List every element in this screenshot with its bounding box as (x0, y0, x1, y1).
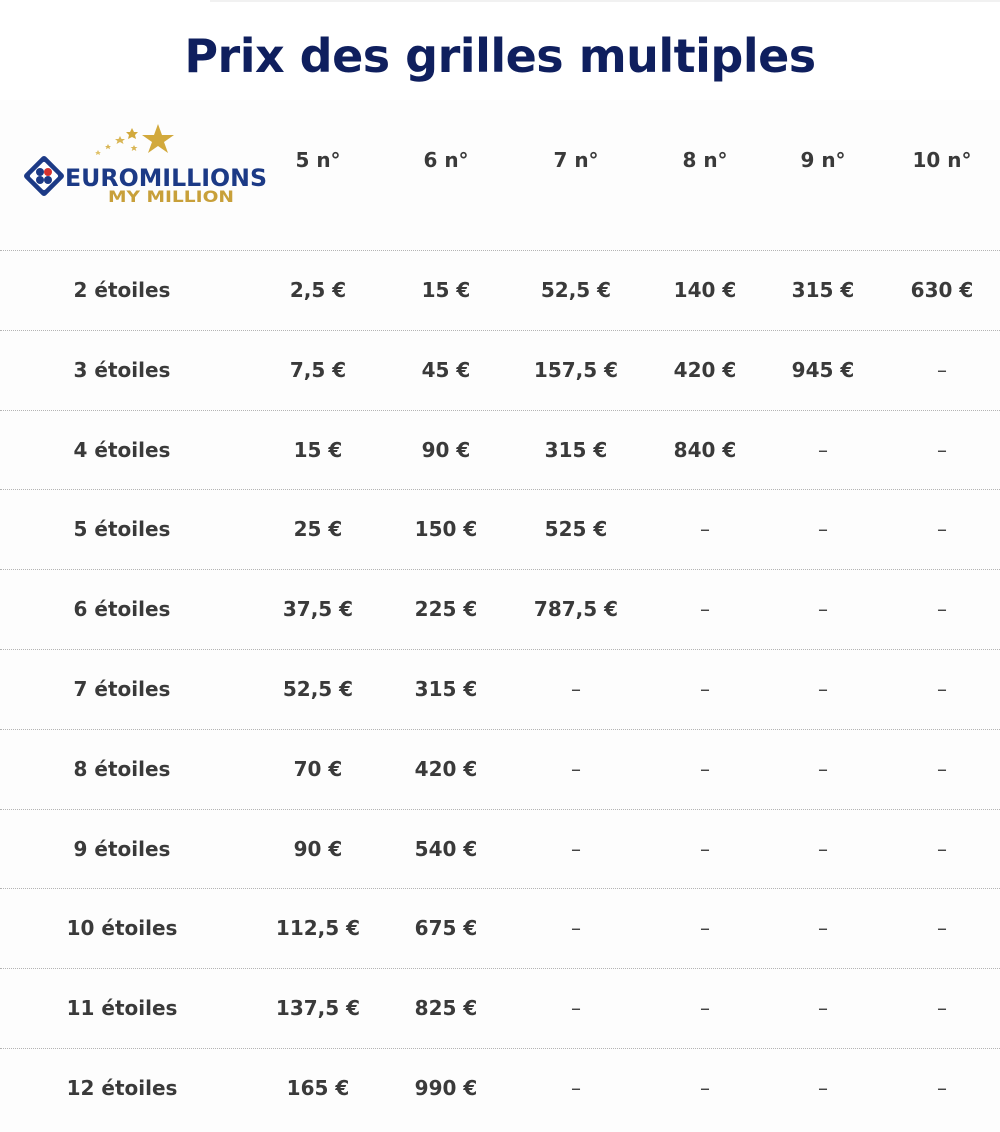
table-row (0, 569, 1000, 649)
price-cell: – (937, 836, 947, 861)
price-cell: 15 € (293, 437, 343, 462)
column-header-8: 8 n° (682, 148, 728, 172)
price-cell: – (700, 836, 710, 861)
price-cell: 630 € (910, 278, 974, 302)
table-row (0, 410, 1000, 490)
price-cell: 945 € (791, 357, 855, 382)
row-label: 8 étoiles (73, 756, 171, 781)
row-label: 4 étoiles (73, 437, 171, 462)
price-cell: 840 € (673, 437, 737, 462)
price-cell: 825 € (414, 996, 478, 1021)
price-cell: – (818, 996, 828, 1021)
price-cell: – (937, 756, 947, 781)
price-cell: – (571, 1076, 581, 1100)
price-cell: 150 € (414, 517, 478, 542)
price-cell: – (937, 996, 947, 1021)
price-cell: 70 € (293, 756, 343, 781)
row-label: 6 étoiles (73, 597, 171, 622)
price-cell: – (571, 836, 581, 861)
table-header-row (0, 110, 1000, 250)
euromillions-clover-logo-icon (23, 155, 65, 197)
price-cell: – (818, 677, 828, 701)
table-row (0, 330, 1000, 410)
price-cell: 157,5 € (533, 357, 619, 382)
price-cell: – (700, 597, 710, 622)
column-header-7: 7 n° (553, 148, 599, 172)
price-cell: 225 € (414, 597, 478, 622)
price-cell: – (937, 597, 947, 622)
row-label: 3 étoiles (73, 357, 171, 382)
logo-subbrand-text: MY MILLION (108, 187, 234, 206)
column-header-5: 5 n° (295, 148, 341, 172)
price-cell: – (700, 996, 710, 1021)
price-cell: – (818, 437, 828, 462)
top-strip (0, 0, 210, 20)
row-label: 12 étoiles (66, 1076, 178, 1100)
table-row (0, 1048, 1000, 1128)
column-header-6: 6 n° (423, 148, 469, 172)
column-header-10: 10 n° (912, 148, 972, 172)
price-cell: 420 € (414, 756, 478, 781)
price-cell: 140 € (673, 278, 737, 302)
row-label: 10 étoiles (66, 916, 178, 941)
table-row (0, 250, 1000, 330)
price-cell: – (818, 1076, 828, 1100)
price-cell: – (571, 996, 581, 1021)
price-cell: 525 € (544, 517, 608, 542)
price-cell: 45 € (421, 357, 471, 382)
gold-stars-icon (95, 124, 174, 155)
price-cell: – (937, 677, 947, 701)
price-cell: 315 € (791, 278, 855, 302)
price-cell: 52,5 € (540, 278, 612, 302)
price-cell: 137,5 € (275, 996, 361, 1021)
price-cell: 52,5 € (282, 677, 354, 701)
price-cell: – (818, 517, 828, 542)
price-cell: – (937, 517, 947, 542)
table-row (0, 649, 1000, 729)
table-row (0, 809, 1000, 889)
euromillions-logo (22, 120, 272, 210)
row-label: 9 étoiles (73, 836, 171, 861)
price-cell: 315 € (414, 677, 478, 701)
price-cell: 112,5 € (275, 916, 361, 941)
price-cell: – (937, 437, 947, 462)
price-cell: – (700, 916, 710, 941)
price-cell: – (571, 756, 581, 781)
price-cell: 25 € (293, 517, 343, 542)
price-cell: 787,5 € (533, 597, 619, 622)
price-cell: 420 € (673, 357, 737, 382)
table-row (0, 489, 1000, 569)
row-label: 5 étoiles (73, 517, 171, 542)
price-cell: – (937, 916, 947, 941)
price-cell: – (937, 357, 947, 382)
column-header-9: 9 n° (800, 148, 846, 172)
price-cell: – (571, 916, 581, 941)
price-cell: 90 € (421, 437, 471, 462)
row-label: 2 étoiles (73, 278, 171, 302)
price-cell: 2,5 € (289, 278, 347, 302)
row-label: 7 étoiles (73, 677, 171, 701)
price-cell: – (818, 597, 828, 622)
price-cell: – (700, 677, 710, 701)
price-cell: 165 € (286, 1076, 350, 1100)
price-cell: – (700, 517, 710, 542)
price-cell: 37,5 € (282, 597, 354, 622)
price-cell: 990 € (414, 1076, 478, 1100)
logo-brand-text: EUROMILLIONS (65, 164, 267, 192)
row-label: 11 étoiles (66, 996, 178, 1021)
page-title: Prix des grilles multiples (184, 29, 816, 83)
price-cell: 540 € (414, 836, 478, 861)
price-cell: 15 € (421, 278, 471, 302)
price-cell: – (818, 836, 828, 861)
price-cell: – (937, 1076, 947, 1100)
table-row (0, 729, 1000, 809)
table-row (0, 888, 1000, 968)
price-cell: – (700, 756, 710, 781)
top-strip-right (210, 0, 1000, 2)
price-cell: – (571, 677, 581, 701)
table-row (0, 968, 1000, 1048)
price-cell: 315 € (544, 437, 608, 462)
price-cell: 675 € (414, 916, 478, 941)
price-cell: 90 € (293, 836, 343, 861)
price-cell: – (818, 756, 828, 781)
price-cell: – (818, 916, 828, 941)
price-cell: 7,5 € (289, 357, 347, 382)
price-cell: – (700, 1076, 710, 1100)
